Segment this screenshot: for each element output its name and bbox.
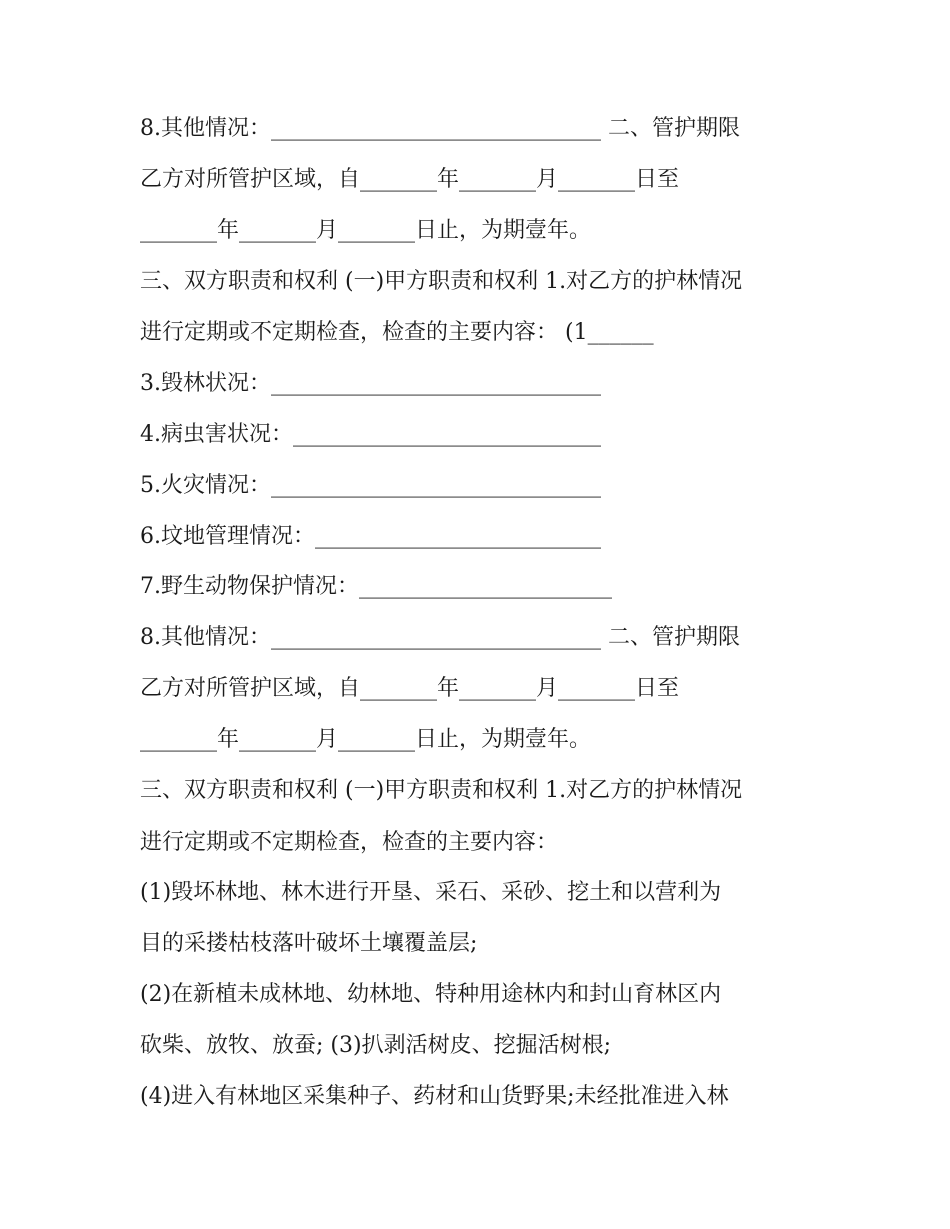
text-line: 4.病虫害状况：____________________________ [140,422,601,447]
text-line: 乙方对所管护区域，自_______年_______月_______日至 [140,676,680,701]
text-line: 目的采搂枯枝落叶破坏土壤覆盖层; [140,931,478,956]
text-line: 进行定期或不定期检查，检查的主要内容： (1______ [140,320,654,345]
text-line: 进行定期或不定期检查，检查的主要内容： [140,830,559,855]
text-line: 乙方对所管护区域，自_______年_______月_______日至 [140,167,680,192]
text-line: (4)进入有林地区采集种子、药材和山货野果;未经批准进入林 [140,1084,729,1109]
text-line: _______年_______月_______日止，为期壹年。 [140,218,592,243]
text-line: 砍柴、放牧、放蚕; (3)扒剥活树皮、挖掘活树根; [140,1033,611,1058]
text-line: 3.毁林状况：______________________________ [140,371,601,396]
text-line: 6.坟地管理情况：__________________________ [140,524,601,549]
text-line: 8.其他情况：______________________________ 二、管护期限 [140,116,740,141]
text-line: (1)毁坏林地、林木进行开垦、采石、采砂、挖土和以营利为 [140,880,722,905]
text-line: 三、双方职责和权利 (一)甲方职责和权利 1.对乙方的护林情况 [140,778,743,803]
text-line: 8.其他情况：______________________________ 二、管护期限 [140,625,740,650]
text-line: 7.野生动物保护情况：_______________________ [140,574,612,599]
text-line: (2)在新植未成林地、幼林地、特种用途林内和封山育林区内 [140,982,722,1007]
text-line: 5.火灾情况：______________________________ [140,473,601,498]
text-line: _______年_______月_______日止，为期壹年。 [140,727,592,752]
text-line: 三、双方职责和权利 (一)甲方职责和权利 1.对乙方的护林情况 [140,269,743,294]
